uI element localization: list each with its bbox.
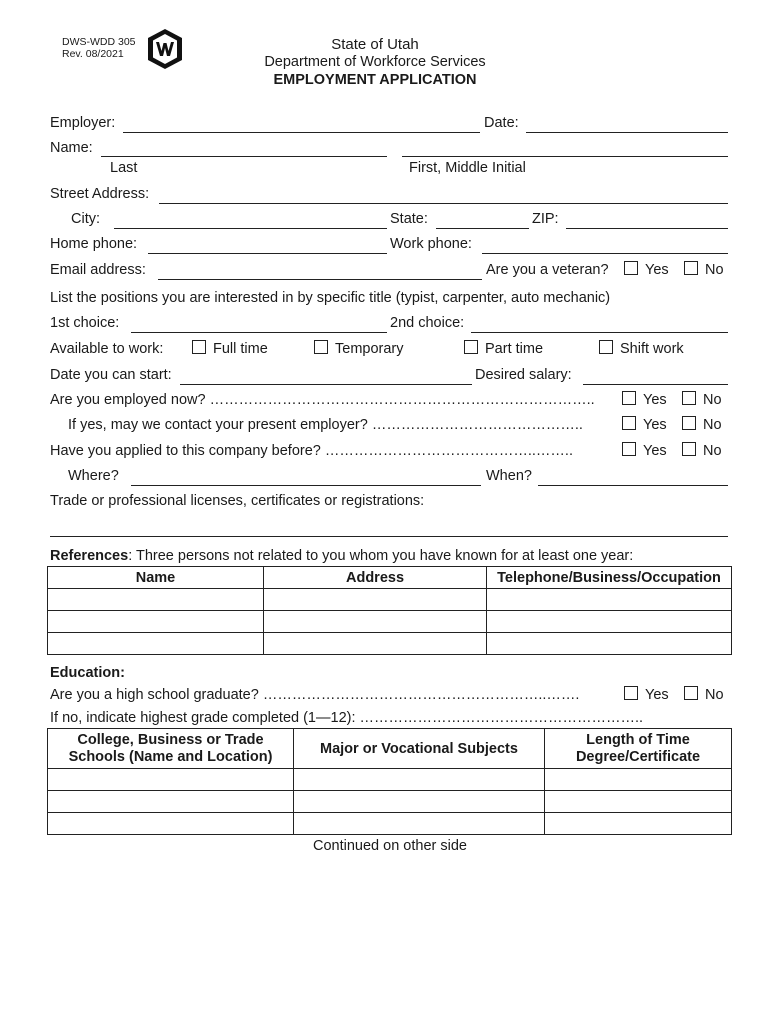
education-header-length-line2: Degree/Certificate — [575, 748, 701, 765]
home-phone-label: Home phone: — [50, 236, 138, 252]
last-name-field[interactable] — [101, 156, 387, 157]
shift-work-checkbox[interactable] — [599, 340, 613, 354]
high-school-yes-label: Yes — [645, 687, 669, 703]
contact-yes-checkbox[interactable] — [622, 416, 636, 430]
shift-work-label: Shift work — [620, 341, 684, 357]
contact-yes-label: Yes — [643, 417, 667, 433]
applied-question: Have you applied to this company before? ……………………………………..…….. — [50, 443, 573, 459]
licenses-field[interactable] — [50, 536, 728, 537]
email-field[interactable] — [158, 279, 482, 280]
employer-field[interactable] — [123, 132, 480, 133]
city-field[interactable] — [114, 228, 387, 229]
reference-2-name-cell[interactable] — [48, 611, 264, 633]
continued-note: Continued on other side — [313, 838, 467, 854]
full-time-label: Full time — [213, 341, 268, 357]
table-row — [48, 791, 732, 813]
available-label: Available to work: — [50, 341, 164, 357]
education-header-schools-line1: College, Business or Trade — [77, 731, 264, 748]
table-row — [48, 589, 732, 611]
education-3-subjects-cell[interactable] — [294, 813, 545, 835]
first-choice-label: 1st choice: — [50, 315, 120, 331]
full-time-checkbox[interactable] — [192, 340, 206, 354]
references-header-address: Address — [264, 567, 487, 589]
applied-yes-label: Yes — [643, 443, 667, 459]
part-time-checkbox[interactable] — [464, 340, 478, 354]
contact-question: If yes, may we contact your present employer? …………………………………….. — [68, 417, 583, 433]
where-field[interactable] — [131, 485, 481, 486]
zip-label: ZIP: — [532, 211, 559, 227]
home-phone-field[interactable] — [148, 253, 387, 254]
high-school-question: Are you a high school graduate? …………………………………………………..……. — [50, 687, 580, 703]
department-title: Department of Workforce Services — [264, 54, 486, 70]
references-header-telephone: Telephone/Business/Occupation — [487, 567, 732, 589]
employer-label: Employer: — [50, 115, 116, 131]
form-code: DWS-WDD 305 — [62, 36, 136, 48]
temporary-checkbox[interactable] — [314, 340, 328, 354]
part-time-label: Part time — [485, 341, 544, 357]
date-label: Date: — [484, 115, 519, 131]
state-field[interactable] — [436, 228, 529, 229]
employed-yes-checkbox[interactable] — [622, 391, 636, 405]
street-label: Street Address: — [50, 186, 150, 202]
references-intro — [50, 548, 633, 564]
name-label: Name: — [50, 140, 93, 156]
positions-intro: List the positions you are interested in by specific title (typist, carpenter, auto mechanic) — [50, 290, 611, 306]
where-label: Where? — [68, 468, 119, 484]
education-3-school-cell[interactable] — [48, 813, 294, 835]
reference-1-telephone-cell[interactable] — [487, 589, 732, 611]
veteran-no-label: No — [705, 262, 724, 278]
second-choice-label: 2nd choice: — [390, 315, 465, 331]
education-2-length-cell[interactable] — [545, 791, 732, 813]
education-2-subjects-cell[interactable] — [294, 791, 545, 813]
veteran-question: Are you a veteran? — [486, 262, 609, 278]
work-phone-label: Work phone: — [390, 236, 472, 252]
veteran-yes-checkbox[interactable] — [624, 261, 638, 275]
table-row — [48, 633, 732, 655]
education-3-length-cell[interactable] — [545, 813, 732, 835]
education-title: Education: — [50, 665, 125, 681]
licenses-label: Trade or professional licenses, certificates or registrations: — [50, 493, 425, 509]
reference-2-address-cell[interactable] — [264, 611, 487, 633]
high-school-no-label: No — [705, 687, 724, 703]
education-1-subjects-cell[interactable] — [294, 769, 545, 791]
work-phone-field[interactable] — [482, 253, 728, 254]
highest-grade-question: If no, indicate highest grade completed (1—12): ………………………………………………….. — [50, 710, 644, 726]
applied-no-checkbox[interactable] — [682, 442, 696, 456]
state-label: State: — [390, 211, 428, 227]
when-field[interactable] — [538, 485, 728, 486]
dws-logo-icon — [146, 28, 184, 70]
temporary-label: Temporary — [335, 341, 404, 357]
reference-1-address-cell[interactable] — [264, 589, 487, 611]
education-table — [47, 728, 732, 835]
page-title: EMPLOYMENT APPLICATION — [273, 72, 477, 88]
employed-question: Are you employed now? …………………………………………………………………….. — [50, 392, 595, 408]
education-1-length-cell[interactable] — [545, 769, 732, 791]
reference-3-address-cell[interactable] — [264, 633, 487, 655]
table-row — [48, 611, 732, 633]
state-title: State of Utah — [331, 36, 419, 53]
second-choice-field[interactable] — [471, 332, 728, 333]
desired-salary-label: Desired salary: — [475, 367, 572, 383]
education-header-length-line1: Length of Time — [586, 731, 690, 748]
city-label: City: — [71, 211, 100, 227]
email-label: Email address: — [50, 262, 146, 278]
table-row — [48, 813, 732, 835]
veteran-no-checkbox[interactable] — [684, 261, 698, 275]
high-school-no-checkbox[interactable] — [684, 686, 698, 700]
start-date-field[interactable] — [180, 384, 472, 385]
references-intro-bold: References — [50, 548, 129, 564]
employed-no-checkbox[interactable] — [682, 391, 696, 405]
veteran-yes-label: Yes — [645, 262, 669, 278]
first-middle-caption: First, Middle Initial — [409, 160, 526, 176]
education-header-schools-line2: Schools (Name and Location) — [68, 748, 273, 765]
high-school-yes-checkbox[interactable] — [624, 686, 638, 700]
date-field[interactable] — [526, 132, 728, 133]
street-field[interactable] — [159, 203, 728, 204]
desired-salary-field[interactable] — [583, 384, 728, 385]
start-date-label: Date you can start: — [50, 367, 172, 383]
education-header-subjects: Major or Vocational Subjects — [294, 729, 545, 769]
references-header-name: Name — [48, 567, 264, 589]
applied-yes-checkbox[interactable] — [622, 442, 636, 456]
first-name-field[interactable] — [402, 156, 728, 157]
references-intro-rest: : Three persons not related to you whom you have known for at least one year: — [128, 548, 634, 564]
education-header-length — [545, 729, 732, 769]
contact-no-label: No — [703, 417, 722, 433]
reference-2-telephone-cell[interactable] — [487, 611, 732, 633]
reference-3-name-cell[interactable] — [48, 633, 264, 655]
applied-no-label: No — [703, 443, 722, 459]
employed-yes-label: Yes — [643, 392, 667, 408]
table-row — [48, 769, 732, 791]
reference-3-telephone-cell[interactable] — [487, 633, 732, 655]
last-caption: Last — [110, 160, 138, 176]
education-1-school-cell[interactable] — [48, 769, 294, 791]
references-table — [47, 566, 732, 655]
reference-1-name-cell[interactable] — [48, 589, 264, 611]
form-revision: Rev. 08/2021 — [62, 48, 124, 60]
zip-field[interactable] — [566, 228, 728, 229]
education-header-schools — [48, 729, 294, 769]
first-choice-field[interactable] — [131, 332, 387, 333]
contact-no-checkbox[interactable] — [682, 416, 696, 430]
education-2-school-cell[interactable] — [48, 791, 294, 813]
when-label: When? — [486, 468, 532, 484]
employed-no-label: No — [703, 392, 722, 408]
